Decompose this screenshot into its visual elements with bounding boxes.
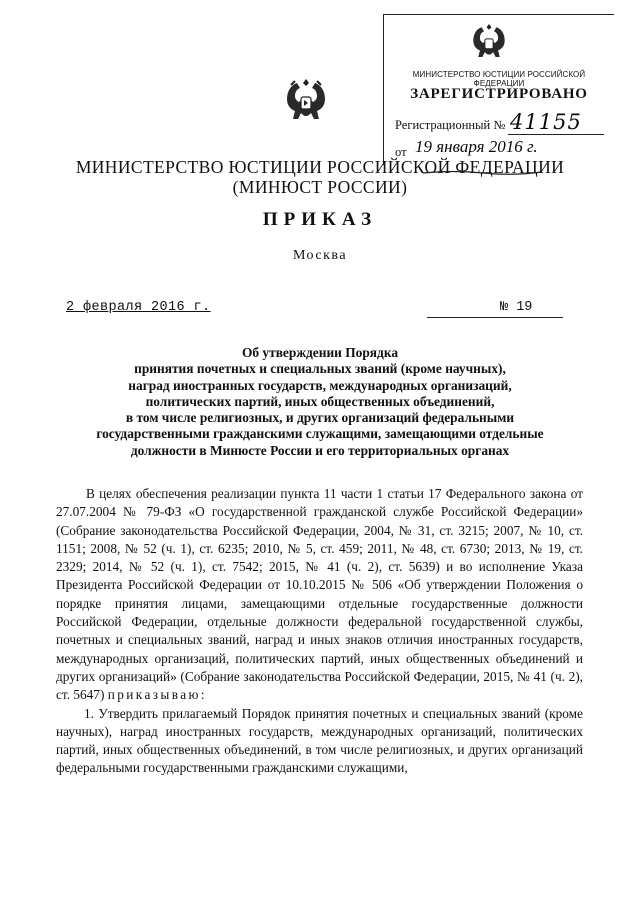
preamble-paragraph <box>56 485 583 705</box>
document-date: 2 февраля 2016 г. <box>66 300 211 315</box>
document-body <box>56 485 583 778</box>
title-line: должности в Минюсте России и его территориальных органах <box>130 442 510 458</box>
state-emblem-icon <box>283 75 329 129</box>
stamp-emblem-icon <box>470 20 508 66</box>
document-number: № 19 <box>500 300 533 315</box>
title-line: политических партий, иных общественных объединений, <box>145 393 495 409</box>
ministry-name: МИНИСТЕРСТВО ЮСТИЦИИ РОССИЙСКОЙ ФЕДЕРАЦИИ <box>75 157 565 177</box>
document-title <box>55 345 585 459</box>
preamble-text: В целях обеспечения реализации пункта 11 части 1 статьи 17 Федерального закона от 27.07.2004 № 79-ФЗ «О государственной гражданской службе Российской Федерации» (Собрание законодательства Российской Федерации, 2004, № 31, ст. 3215; 2007, № 10, ст. 1151; 2008, № 52 (ч. 1), ст. 6235; 2010, № 5, ст. 459; 2011, № 48, ст. 6730; 2013, № 19, ст. 2329; 2014, № 52 (ч. 1), ст. 7542; 2015, № 41 (ч. 2), ст. 5639) и во исполнение Указа Президента Российской Федерации от 10.10.2015 № 506 «Об утверждении Положения о порядке принятия лицами, замещающими отдельные государственные должности Российской Федерации, отдельные должности федеральной государственной службы, почетных и специальных званий, наград и иных знаков отличия иностранных государств, международных организаций, политических партий, иных общественных объединений и других организаций» (Собрание законодательства Российской Федерации, 2015, № 41 (ч. 2), ст. 5647) <box>56 486 583 703</box>
title-line: государственными гражданскими служащими, замещающими отдельные <box>96 426 544 442</box>
document-type: ПРИКАЗ <box>262 209 378 230</box>
stamp-strike-mark <box>423 170 541 175</box>
stamp-date-label: от <box>395 145 407 159</box>
title-line: наград иностранных государств, международных организаций, <box>128 377 512 393</box>
document-city: Москва <box>292 248 348 263</box>
document-number-underline <box>427 317 563 318</box>
stamp-reg-label: Регистрационный № <box>395 118 506 132</box>
stamp-date-value: 19 января 2016 г. <box>415 137 538 156</box>
command-word: приказываю: <box>107 687 207 703</box>
title-line: Об утверждении Порядка <box>241 345 399 360</box>
stamp-status: ЗАРЕГИСТРИРОВАНО <box>410 86 588 102</box>
title-line: в том числе религиозных, и других организаций федеральными <box>125 410 515 426</box>
stamp-reg-underline <box>508 134 604 135</box>
item-1-paragraph: 1. Утвердить прилагаемый Порядок принятия почетных и специальных званий (кроме научных), наград иностранных государств, международных организаций, политических партий, иных общественных объединений, в том числе религиозных, и других организаций федеральными государственными гражданскими служащими, <box>56 705 583 776</box>
title-line: принятия почетных и специальных званий (кроме научных), <box>134 361 506 377</box>
stamp-reg-number: 41155 <box>510 110 582 134</box>
stamp-organization: МИНИСТЕРСТВО ЮСТИЦИИ РОССИЙСКОЙ ФЕДЕРАЦИИ <box>412 70 586 88</box>
ministry-short-name: (МИНЮСТ РОССИИ) <box>232 177 408 197</box>
